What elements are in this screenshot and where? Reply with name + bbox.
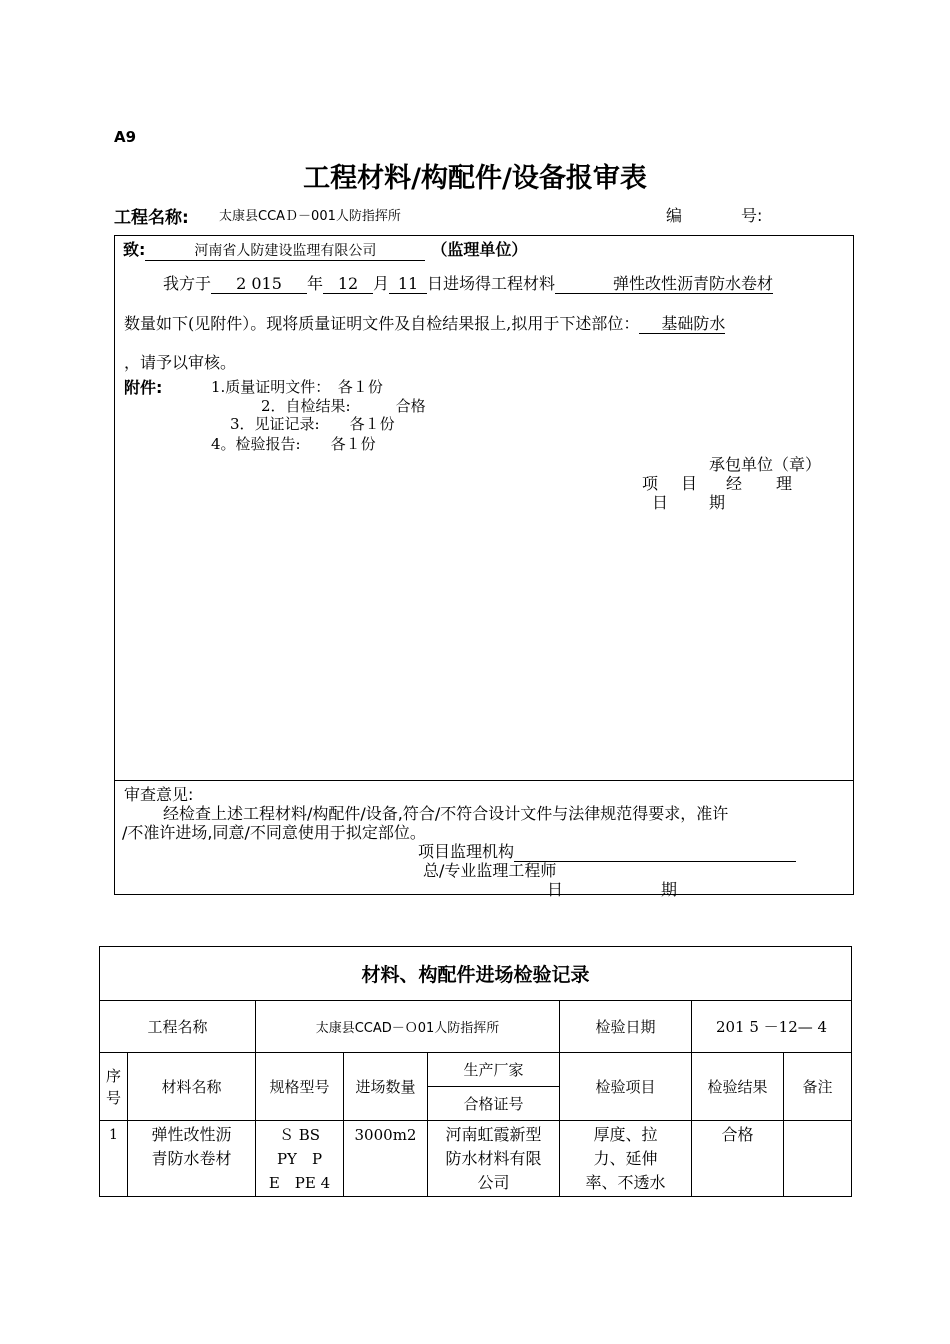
col-quantity: 进场数量 (344, 1053, 428, 1121)
day-value: 11 (389, 275, 427, 294)
project-name: 太康县CCAＤ－001人防指挥所 (219, 209, 401, 224)
cell-spec: Ｓ BS PY P E PE 4 (256, 1121, 344, 1197)
review-text-line-1: 经检查上述工程材料/构配件/设备,符合/不符合设计文件与法律规范得要求，准许 (163, 804, 729, 823)
col-certificate: 合格证号 (428, 1087, 560, 1121)
cell-inspection-item: 厚度、拉 力、延伸 率、不透水 (560, 1121, 692, 1197)
col-inspection-item: 检验项目 (560, 1053, 692, 1121)
manager-char-1: 项 (642, 474, 659, 493)
month-value: 12 (323, 275, 373, 294)
line2-text: 数量如下(见附件）。现将质量证明文件及自检结果报上,拟用于下述部位： (124, 314, 640, 333)
recipient-name: 河南省人防建设监理有限公司 (145, 242, 425, 261)
attachment-item-2: 2．自检结果: 合格 (261, 397, 426, 415)
project-label: 工程名称: (114, 208, 189, 228)
recipient-line (123, 237, 527, 261)
date-char-2: 期 (709, 493, 726, 512)
recipient-role: （监理单位） (431, 240, 528, 259)
record-title: 材料、构配件进场检验记录 (100, 947, 852, 1001)
record-project-name: 太康县CCAD－Ｏ01人防指挥所 (256, 1001, 560, 1053)
table-row (100, 1121, 852, 1197)
year-value: 2 015 (211, 275, 307, 294)
manager-char-4: 理 (776, 474, 793, 493)
month-label: 月 (373, 274, 390, 293)
cell-quantity: 3000m2 (344, 1121, 428, 1197)
review-label: 审查意见: (124, 785, 194, 804)
body-line-3: ，请予以审核。 (124, 353, 237, 372)
attachment-item-3: 3．见证记录: 各１份 (230, 415, 395, 433)
supervision-org-label: 项目监理机构 (418, 839, 796, 862)
body-line-1 (163, 271, 773, 294)
col-manufacturer: 生产厂家 (428, 1053, 560, 1087)
review-text-line-2: /不准许进场,同意/不同意使用于拟定部位。 (122, 823, 426, 842)
engineer-label: 总/专业监理工程师 (423, 861, 557, 880)
cell-seq: 1 (100, 1121, 128, 1197)
col-result: 检验结果 (692, 1053, 784, 1121)
manager-char-3: 经 (726, 474, 743, 493)
cell-material-name: 弹性改性沥 青防水卷材 (128, 1121, 256, 1197)
attachment-item-4: 4。检验报告: 各１份 (211, 435, 376, 453)
page-title: 工程材料/构配件/设备报审表 (303, 163, 647, 194)
recipient-prefix: 致: (123, 240, 146, 259)
review-date-char-2: 期 (661, 880, 678, 899)
review-date-char-1: 日 (547, 880, 564, 899)
col-remark: 备注 (784, 1053, 852, 1121)
intro-text: 我方于 (163, 274, 212, 293)
cell-manufacturer: 河南虹霞新型 防水材料有限 公司 (428, 1121, 560, 1197)
manager-char-2: 目 (681, 474, 698, 493)
cell-result: 合格 (692, 1121, 784, 1197)
record-date-label: 检验日期 (560, 1001, 692, 1053)
cell-remark (784, 1121, 852, 1197)
day-text: 日进场得工程材料 (427, 274, 556, 293)
col-seq (100, 1053, 128, 1121)
attachments-label: 附件: (124, 378, 163, 397)
col-spec: 规格型号 (256, 1053, 344, 1121)
number-label-2: 号: (741, 206, 763, 225)
date-char-1: 日 (652, 493, 669, 512)
record-date-value: 201 5 －12— 4 (692, 1001, 852, 1053)
location-value: 基础防水 (639, 315, 725, 334)
attachment-item-1: 1.质量证明文件： 各１份 (211, 378, 383, 396)
material-value: 弹性改性沥青防水卷材 (555, 275, 773, 294)
col-material-name: 材料名称 (128, 1053, 256, 1121)
col-seq-1: 序 (105, 1066, 121, 1085)
inspection-record-table (99, 946, 852, 1197)
year-label: 年 (307, 274, 324, 293)
form-code: A9 (114, 128, 137, 146)
record-project-label: 工程名称 (100, 1001, 256, 1053)
contractor-unit-label: 承包单位（章） (709, 455, 822, 474)
col-seq-2: 号 (105, 1088, 121, 1107)
number-label-1: 编 (666, 206, 683, 225)
review-divider (115, 780, 853, 781)
application-form (114, 235, 854, 899)
body-line-2 (124, 311, 725, 334)
